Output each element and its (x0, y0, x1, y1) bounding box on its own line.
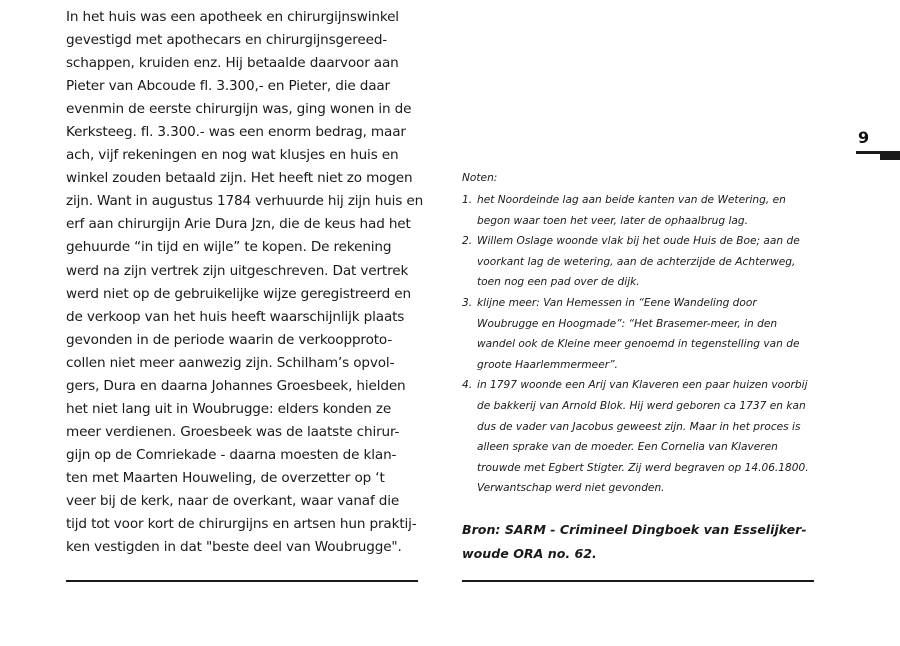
note-line: Woubrugge en Hoogmade”: “Het Brasemer-meer, in den (477, 317, 778, 330)
note-item (462, 231, 822, 293)
note-line: alleen sprake van de moeder. Een Cornelia van Klaveren (477, 441, 778, 454)
source-citation (462, 518, 822, 566)
note-text (477, 190, 822, 231)
notes-section (462, 170, 822, 499)
note-number: 4. (462, 379, 473, 392)
body-line: gehuurde “in tijd en wijle” te kopen. De rekening (66, 239, 392, 256)
body-line: winkel zouden betaald zijn. Het heeft niet zo mogen (66, 170, 413, 187)
page-number: 9 (858, 128, 870, 147)
body-line: ten met Maarten Houweling, de overzetter op ‘t (66, 469, 385, 486)
page-tab-marker (880, 153, 900, 160)
body-line: werd na zijn vertrek zijn uitgeschreven. Dat vertrek (66, 262, 409, 279)
note-line: wandel ook de Kleine meer genoemd in tegenstelling van de (477, 338, 800, 351)
note-line: het Noordeinde lag aan beide kanten van de Wetering, en (477, 194, 786, 206)
body-line: meer verdienen. Groesbeek was de laatste chirur- (66, 423, 400, 440)
body-line: ken vestigden in dat "beste deel van Woubrugge". (66, 539, 402, 556)
body-line: ach, vijf rekeningen en nog wat klusjes en huis en (66, 147, 399, 164)
note-line: voorkant lag de wetering, aan de achterzijde de Achterweg, (477, 255, 796, 268)
note-number: 3. (462, 296, 473, 309)
note-line: klijne meer: Van Hemessen in “Eene Wandeling door (477, 296, 757, 309)
note-text (477, 231, 822, 293)
source-line: woude ORA no. 62. (462, 546, 597, 561)
note-item (462, 293, 822, 375)
body-line: tijd tot voor kort de chirurgijns en artsen hun praktij- (66, 516, 417, 533)
body-line: Pieter van Abcoude fl. 3.300,- en Pieter, die daar (66, 78, 391, 95)
body-text (66, 6, 422, 559)
body-line: het niet lang uit in Woubrugge: elders konden ze (66, 400, 392, 417)
body-line: gevonden in de periode waarin de verkoopproto- (66, 331, 393, 348)
source-line: Bron: SARM - Crimineel Dingboek van Esselijker- (462, 522, 807, 537)
note-item (462, 375, 822, 499)
body-line: In het huis was een apotheek en chirurgijnswinkel (66, 9, 399, 25)
body-line: gevestigd met apothecars en chirurgijnsgereed- (66, 32, 388, 49)
note-line: Willem Oslage woonde vlak bij het oude Huis de Boe; aan de (477, 235, 800, 248)
body-line: schappen, kruiden enz. Hij betaalde daarvoor aan (66, 55, 399, 72)
body-line: Kerksteeg. fl. 3.300.- was een enorm bedrag, maar (66, 124, 406, 141)
notes-heading: Noten: (462, 172, 498, 184)
note-line: trouwde met Egbert Stigter. Zij werd begraven op 14.06.1800. (477, 461, 809, 474)
note-line: in 1797 woonde een Arij van Klaveren een paar huizen voorbij (477, 379, 808, 392)
note-line: begon waar toen het veer, later de ophaalbrug lag. (477, 214, 749, 227)
note-line: groote Haarlemmermeer”. (477, 358, 618, 371)
body-line: gijn op de Comriekade - daarna moesten de klan- (66, 446, 397, 463)
source-lines (462, 518, 822, 566)
right-divider (462, 580, 814, 582)
left-divider (66, 580, 418, 582)
note-line: de bakkerij van Arnold Blok. Hij werd geboren ca 1737 en kan (477, 399, 806, 412)
note-line: dus de vader van Jacobus geweest zijn. Maar in het proces is (477, 420, 801, 433)
note-text (477, 375, 822, 499)
body-line: veer bij de kerk, naar de overkant, waar vanaf die (66, 492, 400, 509)
body-line: collen niet meer aanwezig zijn. Schilham’s opvol- (66, 354, 395, 371)
note-number: 2. (462, 235, 473, 248)
body-line: de verkoop van het huis heeft waarschijnlijk plaats (66, 308, 405, 325)
body-line: werd niet op de gebruikelijke wijze geregistreerd en (66, 285, 411, 302)
body-lines (66, 6, 422, 559)
note-line: toen nog een pad over de dijk. (477, 276, 640, 289)
body-line: evenmin de eerste chirurgijn was, ging wonen in de (66, 101, 412, 118)
note-line: Verwantschap werd niet gevonden. (477, 482, 665, 495)
body-line: erf aan chirurgijn Arie Dura Jzn, die de keus had het (66, 216, 411, 233)
body-line: gers, Dura en daarna Johannes Groesbeek, hielden (66, 377, 406, 394)
note-item (462, 190, 822, 231)
note-text (477, 293, 822, 375)
note-number: 1. (462, 194, 473, 206)
notes-list (462, 190, 822, 499)
body-line: zijn. Want in augustus 1784 verhuurde hij zijn huis en (66, 193, 424, 210)
